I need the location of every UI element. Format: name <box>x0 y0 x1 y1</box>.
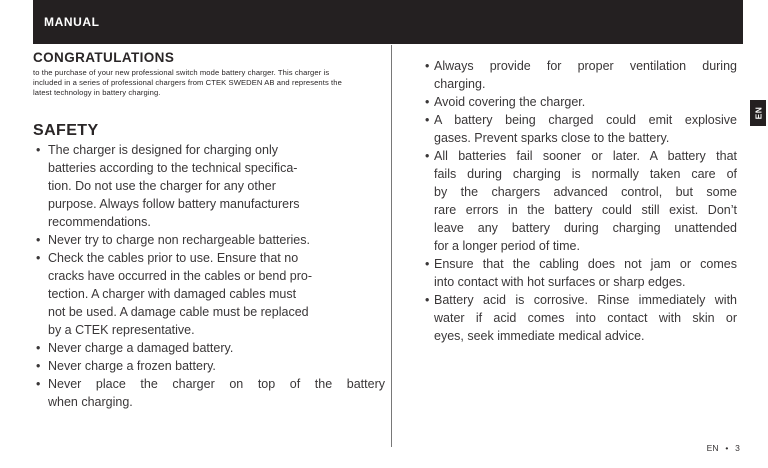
text-line: cracks have occurred in the cables or bend pro- <box>48 269 313 283</box>
bullet-item <box>33 231 385 249</box>
text-line: rare errors in the battery could still exist. Don’t <box>434 203 737 217</box>
bullet-dot-icon: • <box>36 143 41 157</box>
safety-bullet-list <box>33 141 385 411</box>
bullet-text <box>434 255 737 291</box>
header-bar <box>33 0 743 44</box>
text-line: not be used. A damage cable must be replaced <box>48 305 309 319</box>
text-line: tion. Do not use the charger for any other <box>48 179 276 193</box>
text-line: fails during charging is normally taken care of <box>434 167 737 181</box>
text-line: Never charge a damaged battery. <box>48 341 234 355</box>
bullet-item <box>33 339 385 357</box>
language-tab <box>750 100 766 126</box>
text-line: Always provide for proper ventilation during <box>434 59 737 73</box>
text-line: water if acid comes into contact with skin or <box>434 311 737 325</box>
bullet-dot-icon: • <box>36 341 41 355</box>
bullet-dot-icon: • <box>425 257 430 271</box>
bullet-item <box>33 357 385 375</box>
text-line: Never try to charge non rechargeable batteries. <box>48 233 310 247</box>
bullet-item <box>422 93 737 111</box>
text-line: charging. <box>434 77 486 91</box>
bullet-item <box>422 57 737 93</box>
text-line: latest technology in battery charging. <box>33 88 161 97</box>
bullet-text <box>434 57 737 93</box>
congratulations-heading: CONGRATULATIONS <box>33 50 175 65</box>
text-line: recommendations. <box>48 215 151 229</box>
safety-bullet-list-continued <box>422 57 737 345</box>
text-line: Avoid covering the charger. <box>434 95 586 109</box>
bullet-text <box>434 111 737 147</box>
congratulations-text <box>33 68 385 98</box>
text-line: to the purchase of your new professional switch mode battery charger. This charger is <box>33 68 330 77</box>
text-line: by the chargers advanced control, but some <box>434 185 737 199</box>
safety-heading: SAFETY <box>33 122 99 139</box>
text-line: Never place the charger on top of the battery <box>48 377 385 391</box>
text-line: tection. A charger with damaged cables must <box>48 287 297 301</box>
text-line: Check the cables prior to use. Ensure that no <box>48 251 299 265</box>
bullet-dot-icon: • <box>425 149 430 163</box>
bullet-item <box>33 249 385 339</box>
text-line: leave any battery during charging unattended <box>434 221 737 235</box>
text-line: The charger is designed for charging only <box>48 143 278 157</box>
text-line: gases. Prevent sparks close to the battery. <box>434 131 670 145</box>
column-divider <box>391 45 392 447</box>
text-line: into contact with hot surfaces or sharp edges. <box>434 275 686 289</box>
text-line: A battery being charged could emit explosive <box>434 113 737 127</box>
bullet-item <box>422 291 737 345</box>
text-line: Ensure that the cabling does not jam or comes <box>434 257 737 271</box>
text-line: purpose. Always follow battery manufacturers <box>48 197 300 211</box>
page-title: MANUAL <box>44 15 100 29</box>
bullet-dot-icon: • <box>425 113 430 127</box>
page-number: EN • 3 <box>706 443 740 453</box>
language-tab-label: EN <box>753 106 763 120</box>
bullet-text <box>434 291 737 345</box>
bullet-dot-icon: • <box>36 233 41 247</box>
bullet-text <box>48 375 385 411</box>
text-line: Never charge a frozen battery. <box>48 359 216 373</box>
bullet-item <box>422 147 737 255</box>
bullet-item <box>422 255 737 291</box>
text-line: for a longer period of time. <box>434 239 580 253</box>
bullet-text <box>48 231 385 249</box>
text-line: eyes, seek immediate medical advice. <box>434 329 645 343</box>
right-column <box>422 44 737 345</box>
bullet-dot-icon: • <box>36 251 41 265</box>
bullet-item <box>422 111 737 147</box>
bullet-dot-icon: • <box>425 59 430 73</box>
bullet-dot-icon: • <box>36 377 41 391</box>
left-column <box>33 44 385 411</box>
bullet-item <box>33 141 385 231</box>
bullet-text <box>48 249 385 339</box>
text-line: when charging. <box>48 395 133 409</box>
bullet-item <box>33 375 385 411</box>
bullet-text <box>48 339 385 357</box>
bullet-dot-icon: • <box>425 95 430 109</box>
bullet-dot-icon: • <box>425 293 430 307</box>
bullet-text <box>434 147 737 255</box>
bullet-text <box>48 357 385 375</box>
bullet-text <box>48 141 385 231</box>
text-line: All batteries fail sooner or later. A battery that <box>434 149 737 163</box>
text-line: by a CTEK representative. <box>48 323 195 337</box>
text-line: batteries according to the technical specifica- <box>48 161 298 175</box>
bullet-text <box>434 93 737 111</box>
bullet-dot-icon: • <box>36 359 41 373</box>
text-line: included in a series of professional chargers from CTEK SWEDEN AB and represents the <box>33 78 342 87</box>
text-line: Battery acid is corrosive. Rinse immediately with <box>434 293 737 307</box>
